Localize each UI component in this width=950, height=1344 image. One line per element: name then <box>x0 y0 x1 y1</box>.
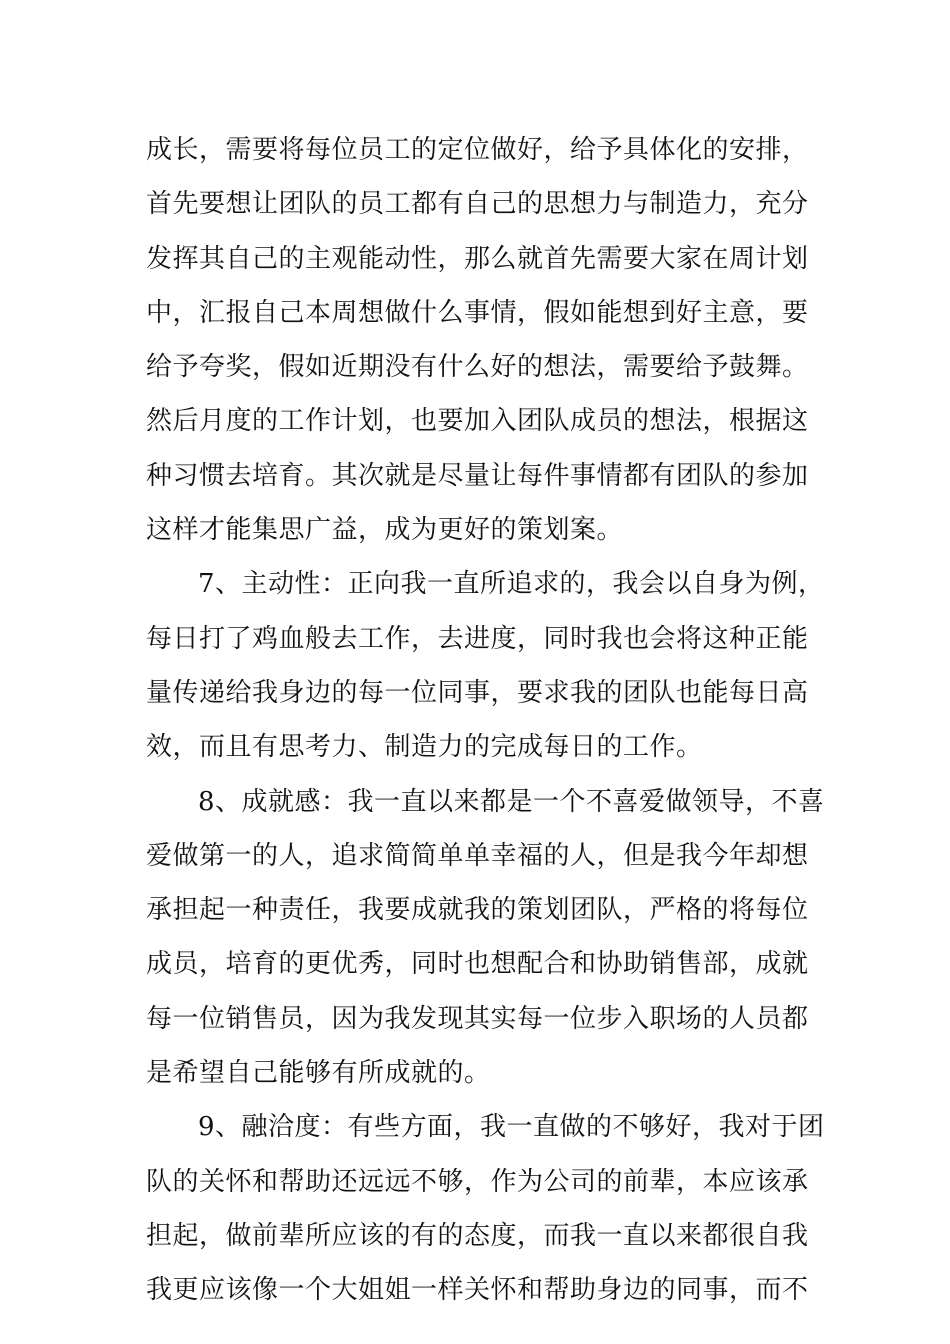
paragraph-first-line: 8、成就感：我一直以来都是一个不喜爱做领导，不喜 <box>198 786 825 817</box>
text-line: 每一位销售员，因为我发现其实每一位步入职场的人员都 <box>146 1003 809 1034</box>
text-line: 成长，需要将每位员工的定位做好，给予具体化的安排， <box>146 135 809 165</box>
text-line: 量传递给我身边的每一位同事，要求我的团队也能每日高 <box>146 677 809 708</box>
text-line: 爱做第一的人，追求简简单单幸福的人，但是我今年却想 <box>146 840 809 871</box>
text-line: 这样才能集思广益，成为更好的策划案。 <box>146 515 624 546</box>
document-body <box>146 123 825 1318</box>
text-line: 中，汇报自己本周想做什么事情，假如能想到好主意，要 <box>146 297 809 328</box>
text-line: 给予夸奖，假如近期没有什么好的想法，需要给予鼓舞。 <box>146 352 809 383</box>
text-line: 发挥其自己的主观能动性，那么就首先需要大家在周计划 <box>146 243 809 274</box>
text-line: 效，而且有思考力、制造力的完成每日的工作。 <box>146 732 703 763</box>
text-line: 成员，培育的更优秀，同时也想配合和协助销售部，成就 <box>146 949 809 980</box>
paragraph-first-line: 9、融洽度：有些方面，我一直做的不够好，我对于团 <box>198 1112 825 1143</box>
text-line: 我更应该像一个大姐姐一样关怀和帮助身边的同事，而不 <box>146 1275 809 1306</box>
text-line: 然后月度的工作计划，也要加入团队成员的想法，根据这 <box>146 406 809 437</box>
paragraph-first-line: 7、主动性：正向我一直所追求的，我会以自身为例， <box>198 569 825 600</box>
text-line: 是希望自己能够有所成就的。 <box>146 1058 491 1089</box>
text-line: 种习惯去培育。其次就是尽量让每件事情都有团队的参加 <box>146 460 809 491</box>
text-line: 担起，做前辈所应该的有的态度，而我一直以来都很自我 <box>146 1220 809 1251</box>
text-line: 首先要想让团队的员工都有自己的思想力与制造力，充分 <box>146 189 809 220</box>
text-line: 队的关怀和帮助还远远不够，作为公司的前辈，本应该承 <box>146 1166 809 1197</box>
text-line: 每日打了鸡血般去工作，去进度，同时我也会将这种正能 <box>146 623 809 654</box>
text-line: 承担起一种责任，我要成就我的策划团队，严格的将每位 <box>146 895 809 926</box>
